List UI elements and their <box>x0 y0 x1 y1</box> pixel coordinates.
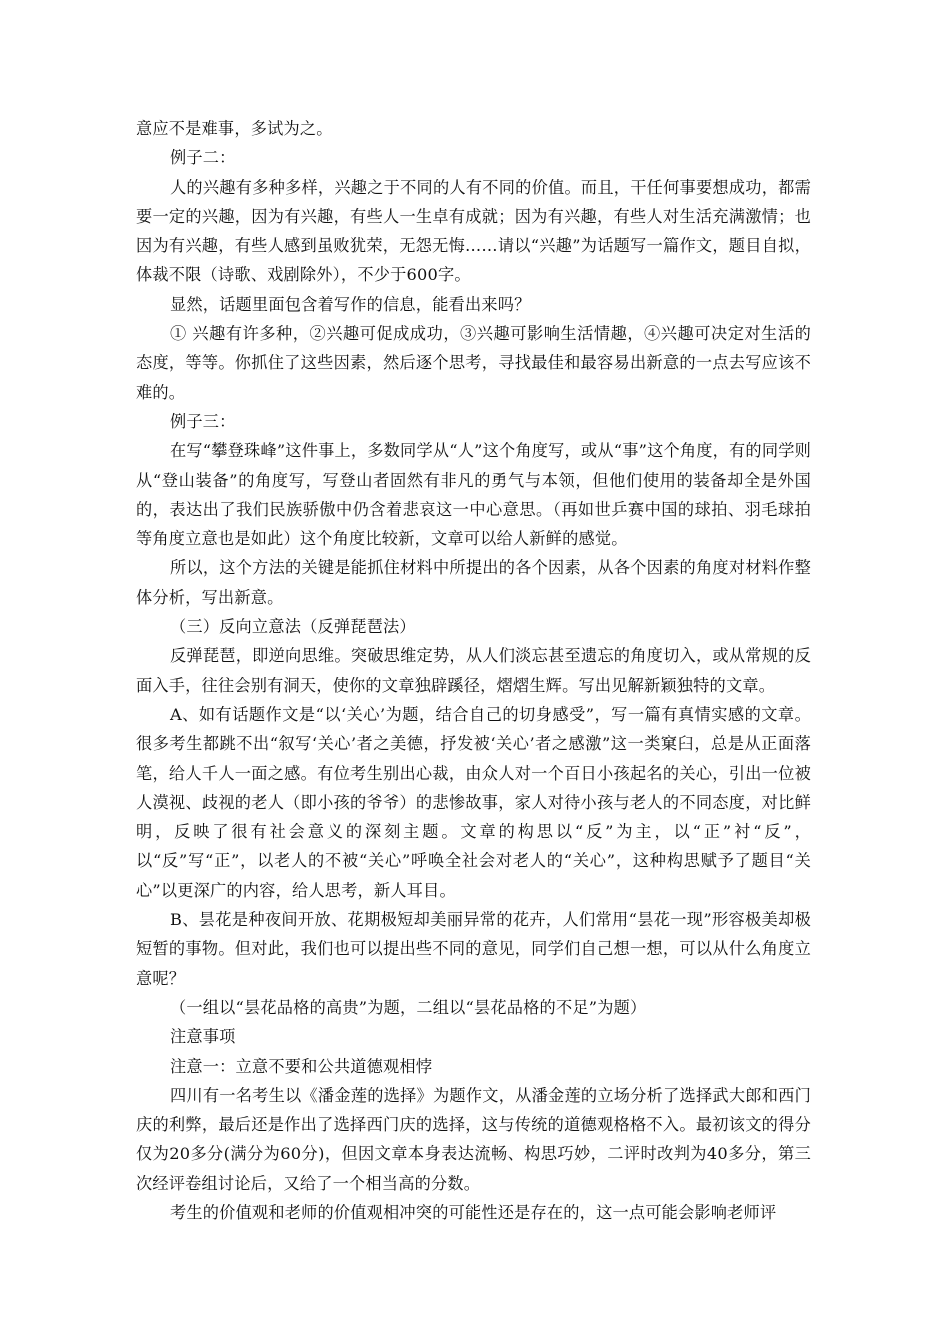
paragraph-example-two-heading: 例子二： <box>170 148 236 168</box>
paragraph-4: 显然，话题里面包含着写作的信息，能看出来吗？ <box>170 294 531 314</box>
section-heading-notes: 注意事项 <box>170 1027 236 1047</box>
paragraph-example-three-heading: 例子三： <box>170 411 236 431</box>
paragraph-8: 所以，这个方法的关键是能抓住材料中所提出的各个因素，从各个因素的角度对材料作整体分析，写出新意。 <box>136 558 811 607</box>
paragraph-10: 反弹琵琶，即逆向思维。突破思维定势，从人们淡忘甚至遗忘的角度切入，或从常规的反面入手，往往会别有洞天，使你的文章独辟蹊径，熠熠生辉。写出见解新颖独特的文章。 <box>136 646 811 695</box>
paragraph-13: （一组以“昙花品格的高贵”为题，二组以“昙花品格的不足”为题） <box>170 997 647 1017</box>
paragraph-3: 人的兴趣有多种多样，兴趣之于不同的人有不同的价值。而且，干任何事要想成功，都需要一定的兴趣，因为有兴趣，有些人一生卓有成就；因为有兴趣，有些人对生活充满激情；也因为有兴趣，有些人感到虽败犹荣，无怨无悔……请以“兴趣”为话题写一篇作文，题目自拟，体裁不限（诗歌、戏剧除外），不少于600字。 <box>136 177 811 285</box>
paragraph-7: 在写“攀登珠峰”这件事上，多数同学从“人”这个角度写，或从“事”这个角度，有的同学则从“登山装备”的角度写，写登山者固然有非凡的勇气与本领，但他们使用的装备却全是外国的，表达出了我们民族骄傲中仍含着悲哀这一中心意思。（再如世乒赛中国的球拍、羽毛球拍等角度立意也是如此）这个角度比较新，文章可以给人新鲜的感觉。 <box>136 441 811 549</box>
section-heading-reverse-method: （三）反向立意法（反弹琵琶法） <box>170 617 416 637</box>
paragraph-17: 考生的价值观和老师的价值观相冲突的可能性还是存在的，这一点可能会影响老师评 <box>170 1202 777 1222</box>
paragraph-5: ① 兴趣有许多种，②兴趣可促成成功，③兴趣可影响生活情趣，④兴趣可决定对生活的态度，等等。你抓住了这些因素，然后逐个思考，寻找最佳和最容易出新意的一点去写应该不难的。 <box>136 324 811 402</box>
paragraph-16: 四川有一名考生以《潘金莲的选择》为题作文，从潘金莲的立场分析了选择武大郎和西门庆的利弊，最后还是作出了选择西门庆的选择，这与传统的道德观格格不入。最初该文的得分仅为20多分(满分为60分)，但因文章本身表达流畅、构思巧妙，二评时改判为40多分，第三次经评卷组讨论后，又给了一个相当高的分数。 <box>136 1085 811 1193</box>
note-one-heading: 注意一：立意不要和公共道德观相悖 <box>170 1056 433 1076</box>
paragraph-example-a: A、如有话题作文是“以‘关心’为题，结合自己的切身感受”，写一篇有真情实感的文章。很多考生都跳不出“叙写‘关心’者之美德，抒发被‘关心’者之感激”这一类窠臼，总是从正面落笔，给人千人一面之感。有位考生别出心裁，由众人对一个百日小孩起名的关心，引出一位被人漠视、歧视的老人（即小孩的爷爷）的悲惨故事，家人对待小孩与老人的不同态度，对比鲜明，反映了很有社会意义的深刻主题。文章的构思以“反”为主，以“正”衬“反”，以“反”写“正”，以老人的不被“关心”呼唤全社会对老人的“关心”，这种构思赋予了题目“关心”以更深广的内容，给人思考，新人耳目。 <box>136 704 811 900</box>
document-body <box>136 114 811 1227</box>
paragraph-example-b: B、昙花是种夜间开放、花期极短却美丽异常的花卉，人们常用“昙花一现”形容极美却极短暂的事物。但对此，我们也可以提出些不同的意见，同学们自己想一想，可以从什么角度立意呢？ <box>136 910 811 988</box>
paragraph-1: 意应不是难事，多试为之。 <box>136 119 333 138</box>
